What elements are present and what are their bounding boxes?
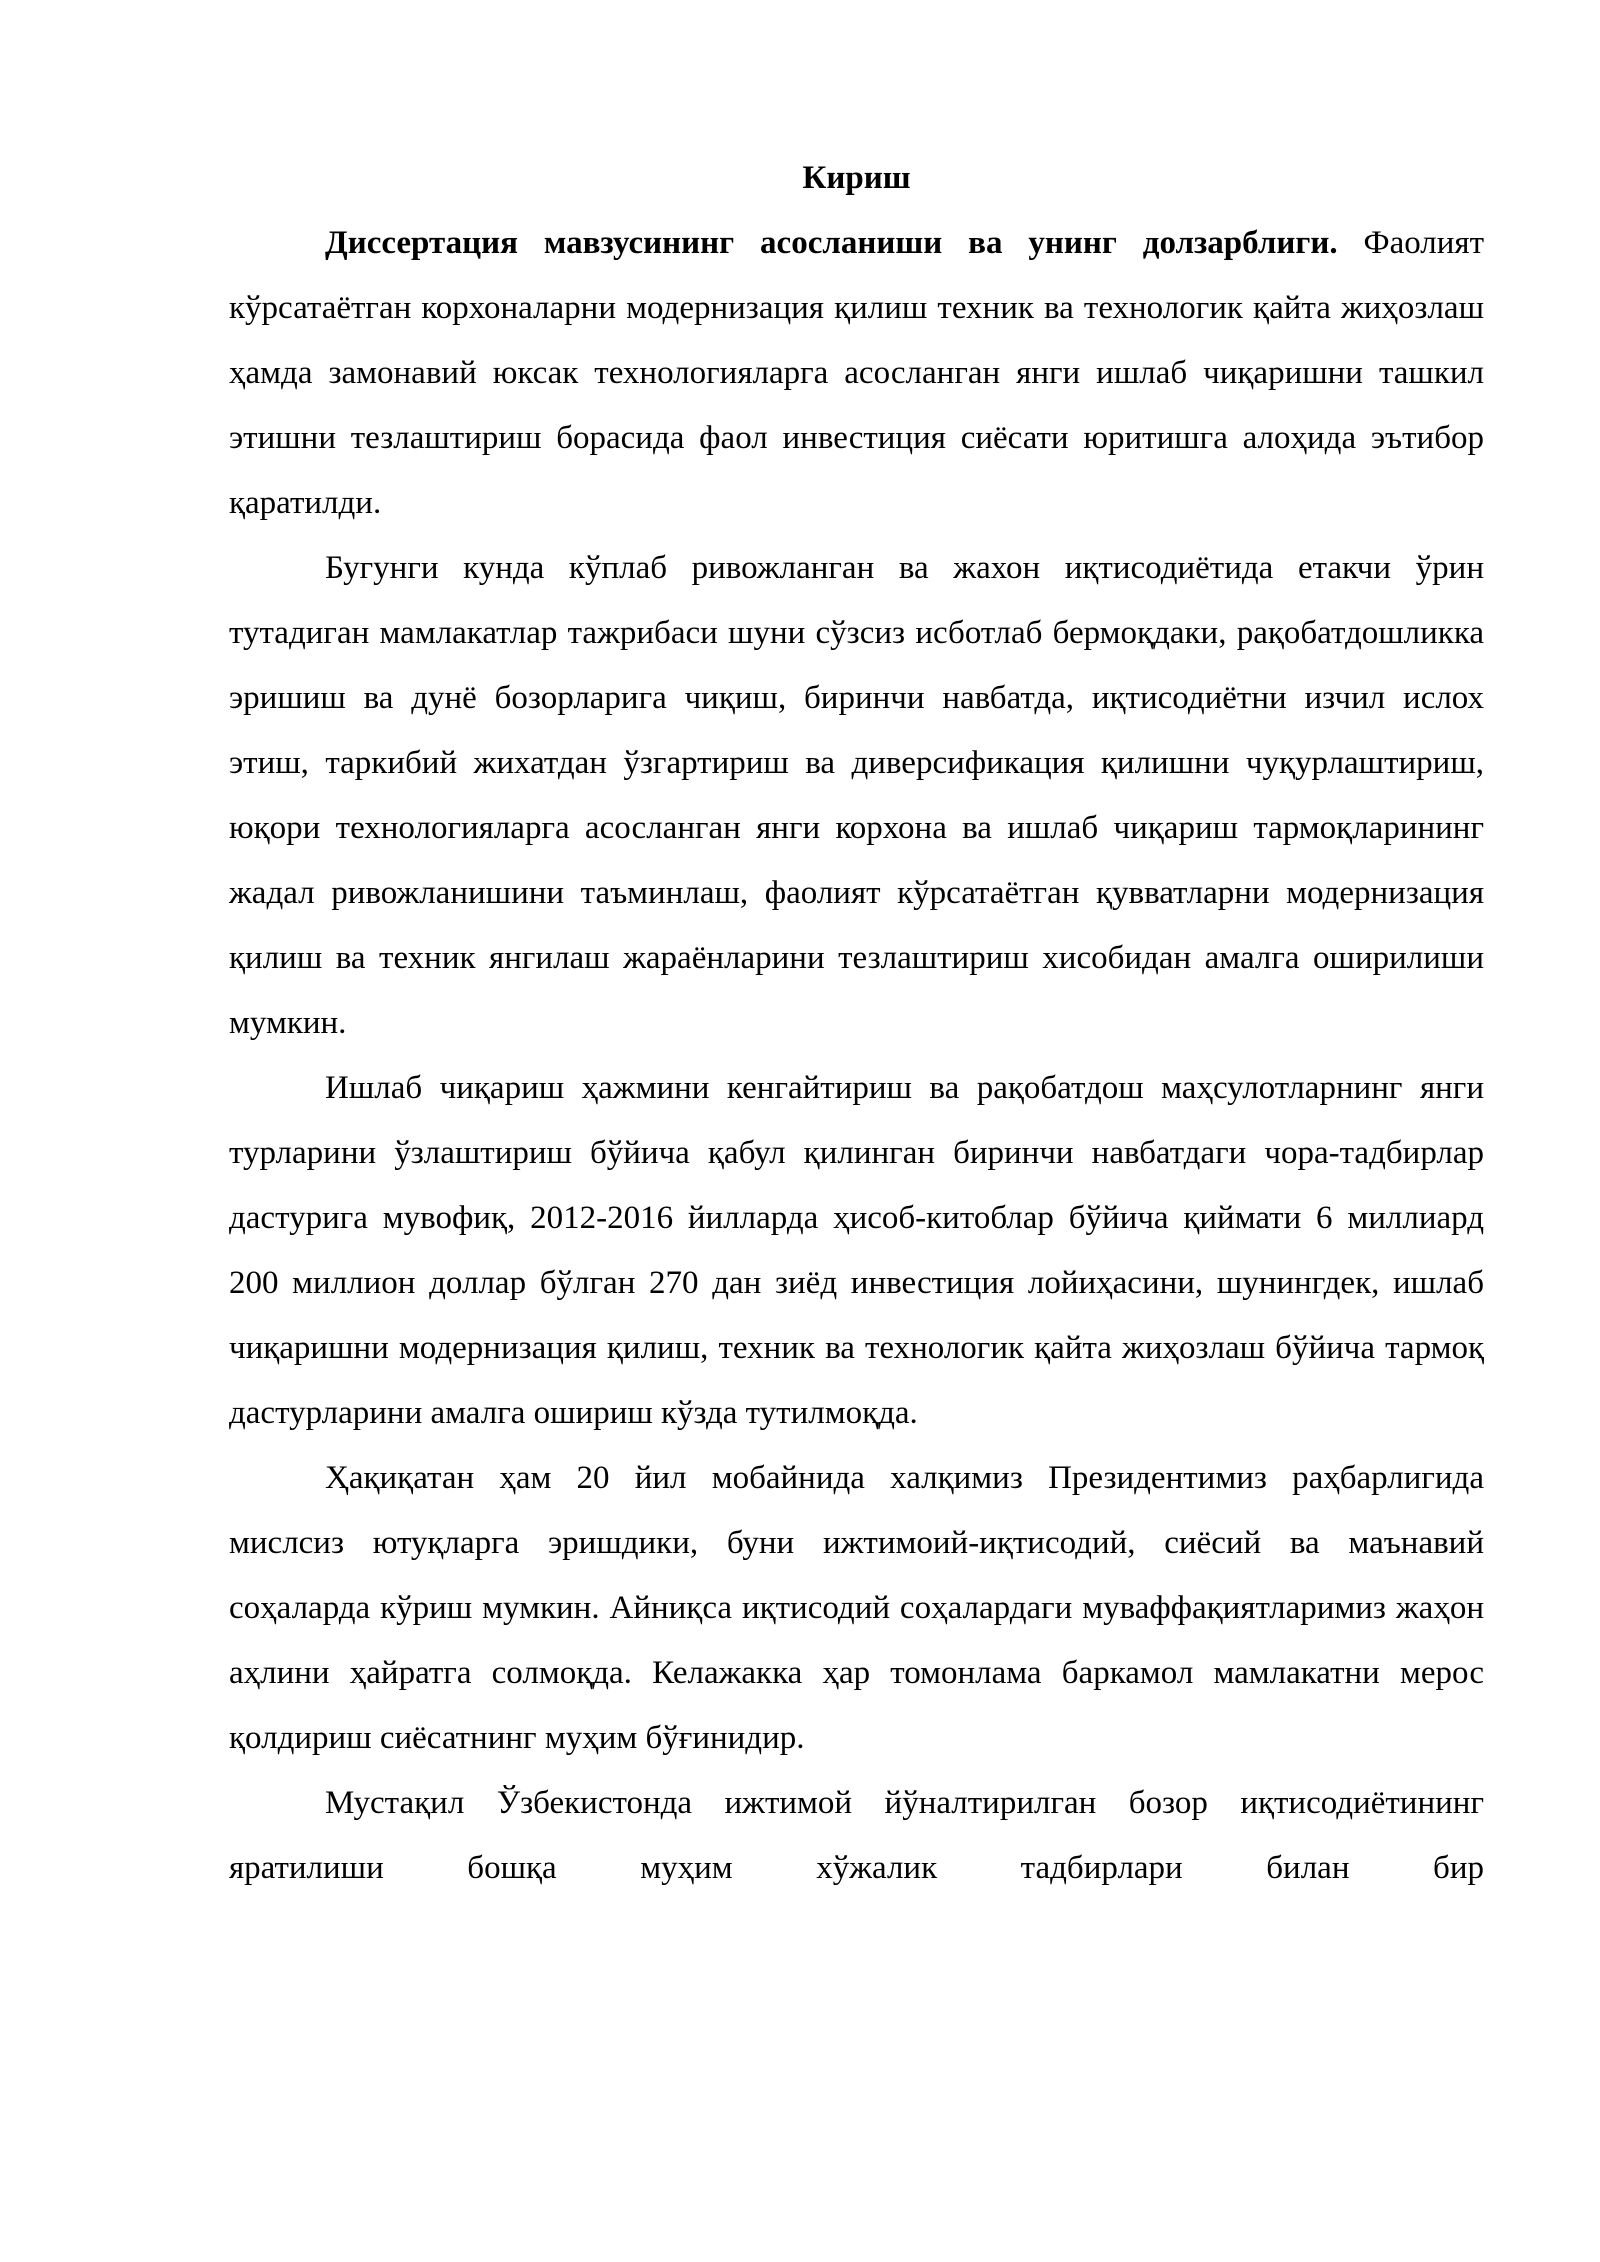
paragraph-5: Мустақил Ўзбекистонда ижтимой йўналтирилган бозор иқтисодиётининг яратилиши бошқа муҳим хўжалик тадбирлари билан бир — [229, 1785, 1484, 1886]
paragraph-1 — [229, 211, 1484, 536]
paragraph-2: Бугунги кунда кўплаб ривожланган ва жахон иқтисодиётида етакчи ўрин тутадиган мамлакатлар тажрибаси шуни сўзсиз исботлаб бермоқдаки, рақобатдошликка эришиш ва дунё бозорларига чиқиш, биринчи навбатда, иқтисодиётни изчил ислох этиш, таркибий жихатдан ўзгартириш ва диверсификация қилишни чуқурлаштириш, юқори технологияларга асосланган янги корхона ва ишлаб чиқариш тармоқларининг жадал ривожланишини таъминлаш, фаолият кўрсатаётган қувватларни модернизация қилиш ва техник янгилаш жараёнларини тезлаштириш хисобидан амалга оширилиши мумкин. — [229, 550, 1484, 1041]
paragraph-4: Ҳақиқатан ҳам 20 йил мобайнида халқимиз Президентимиз раҳбарлигида мислсиз ютуқларга эришдики, буни ижтимоий-иқтисодий, сиёсий ва маънавий соҳаларда кўриш мумкин. Айниқса иқтисодий соҳалардаги муваффақиятларимиз жаҳон аҳлини ҳайратга солмоқда. Келажакка ҳар томонлама баркамол мамлакатни мерос қолдириш сиёсатнинг муҳим бўғинидир. — [229, 1460, 1484, 1756]
document-body — [229, 146, 1484, 1901]
paragraph-1-text: Фаолият кўрсатаётган корхоналарни модернизация қилиш техник ва технологик қайта жиҳозлаш ҳамда замонавий юксак технологияларга асосланган янги ишлаб чиқаришни ташкил этишни тезлаштириш борасида фаол инвестиция сиёсати юритишга алоҳида эътибор қаратилди. — [229, 225, 1485, 521]
document-title: Кириш — [802, 160, 911, 196]
paragraph-3: Ишлаб чиқариш ҳажмини кенгайтириш ва рақобатдош маҳсулотларнинг янги турларини ўзлаштириш бўйича қабул қилинган биринчи навбатдаги чора-тадбирлар дастурига мувофиқ, 2012-2016 йилларда ҳисоб-китоблар бўйича қиймати 6 миллиард 200 миллион доллар бўлган 270 дан зиёд инвестиция лойиҳасини, шунингдек, ишлаб чиқаришни модернизация қилиш, техник ва технологик қайта жиҳозлаш бўйича тармоқ дастурларини амалга ошириш кўзда тутилмоқда. — [229, 1070, 1484, 1431]
lead-heading: Диссертация мавзусининг асосланиши ва унинг долзарблиги. — [325, 225, 1338, 261]
